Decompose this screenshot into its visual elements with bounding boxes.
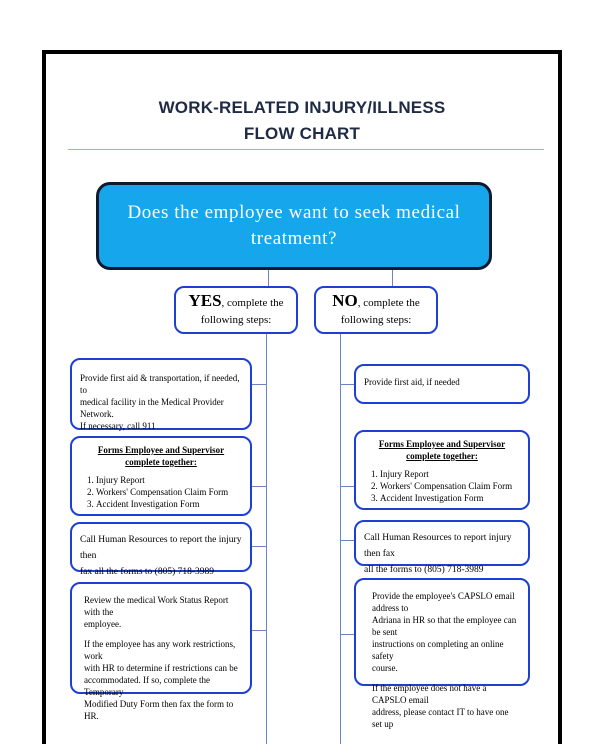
step-text: course. <box>372 663 398 673</box>
step-text: with HR to determine if restrictions can be <box>84 663 238 673</box>
no-step-call-hr <box>354 520 530 575</box>
yes-step-first-aid <box>70 358 252 430</box>
no-branch-box <box>314 286 438 334</box>
forms-heading: complete together: <box>406 451 478 461</box>
yes-step-forms <box>70 436 252 516</box>
step-text: all the forms to (805) 718-3989 <box>364 565 484 575</box>
connector <box>250 486 266 487</box>
question-box: Does the employee want to seek medical treatment? <box>96 182 492 270</box>
step-text: If the employee has any work restrictions, work <box>84 639 236 661</box>
step-text: If the employee does not have a CAPSLO email <box>372 683 487 705</box>
no-step-email <box>354 578 530 729</box>
step-text: employee. <box>84 619 122 629</box>
step-text: Provide the employee's CAPSLO email address to <box>372 591 515 613</box>
connector <box>250 630 266 631</box>
step-text: Review the medical Work Status Report with the <box>84 595 229 617</box>
connector <box>250 546 266 547</box>
step-text: address, please contact IT to have one set up <box>372 707 509 729</box>
step-text: If necessary, call 911 <box>80 421 156 431</box>
no-spine-line <box>340 334 341 744</box>
connector <box>250 384 266 385</box>
forms-heading: Forms Employee and Supervisor <box>97 445 225 455</box>
forms-heading: complete together: <box>125 457 197 467</box>
list-item: 3. Accident Investigation Form <box>96 498 242 510</box>
list-item: 2. Workers' Compensation Claim Form <box>96 486 242 498</box>
yes-spine-line <box>266 334 267 744</box>
yes-label: , complete the <box>221 297 284 309</box>
yes-step-work-status <box>70 582 252 721</box>
title-divider <box>68 149 544 150</box>
step-text: Modified Duty Form then fax the form to HR. <box>84 699 234 721</box>
document-page <box>42 50 562 744</box>
step-text: medical facility in the Medical Provider Network. <box>80 397 224 419</box>
connector <box>340 634 354 635</box>
yes-heading: YES <box>188 291 222 310</box>
step-text: Provide first aid, if needed <box>364 377 460 387</box>
step-text: instructions on completing an online safety <box>372 639 504 661</box>
yes-step-call-hr <box>70 522 252 577</box>
step-text: Provide first aid & transportation, if needed, to <box>80 373 240 395</box>
forms-list <box>364 468 520 504</box>
list-item: 1. Injury Report <box>96 474 242 486</box>
forms-heading: Forms Employee and Supervisor <box>378 439 506 449</box>
no-label: , complete the <box>357 297 420 309</box>
no-step-first-aid <box>354 364 530 404</box>
document-title-line2: FLOW CHART <box>243 124 361 143</box>
connector <box>340 486 354 487</box>
list-item: 3. Accident Investigation Form <box>380 492 520 504</box>
connector <box>340 384 354 385</box>
yes-label-line2: following steps: <box>200 314 272 326</box>
step-text: Call Human Resources to report injury then fax <box>364 533 512 559</box>
step-text: Adriana in HR so that the employee can be sent <box>372 615 517 637</box>
list-item: 2. Workers' Compensation Claim Form <box>380 480 520 492</box>
document-title-line1: WORK-RELATED INJURY/ILLNESS <box>158 98 446 117</box>
list-item: 1. Injury Report <box>380 468 520 480</box>
connector <box>340 540 354 541</box>
connector <box>268 270 269 286</box>
step-text: Call Human Resources to report the injury then <box>80 535 242 561</box>
no-label-line2: following steps: <box>340 314 412 326</box>
connector <box>392 270 393 286</box>
no-step-forms <box>354 430 530 510</box>
no-heading: NO <box>332 291 358 310</box>
forms-list <box>80 474 242 510</box>
step-text: accommodated. If so, complete the Temporary <box>84 675 210 697</box>
step-text: fax all the forms to (805) 718-3989 <box>80 567 215 577</box>
yes-branch-box <box>174 286 298 334</box>
